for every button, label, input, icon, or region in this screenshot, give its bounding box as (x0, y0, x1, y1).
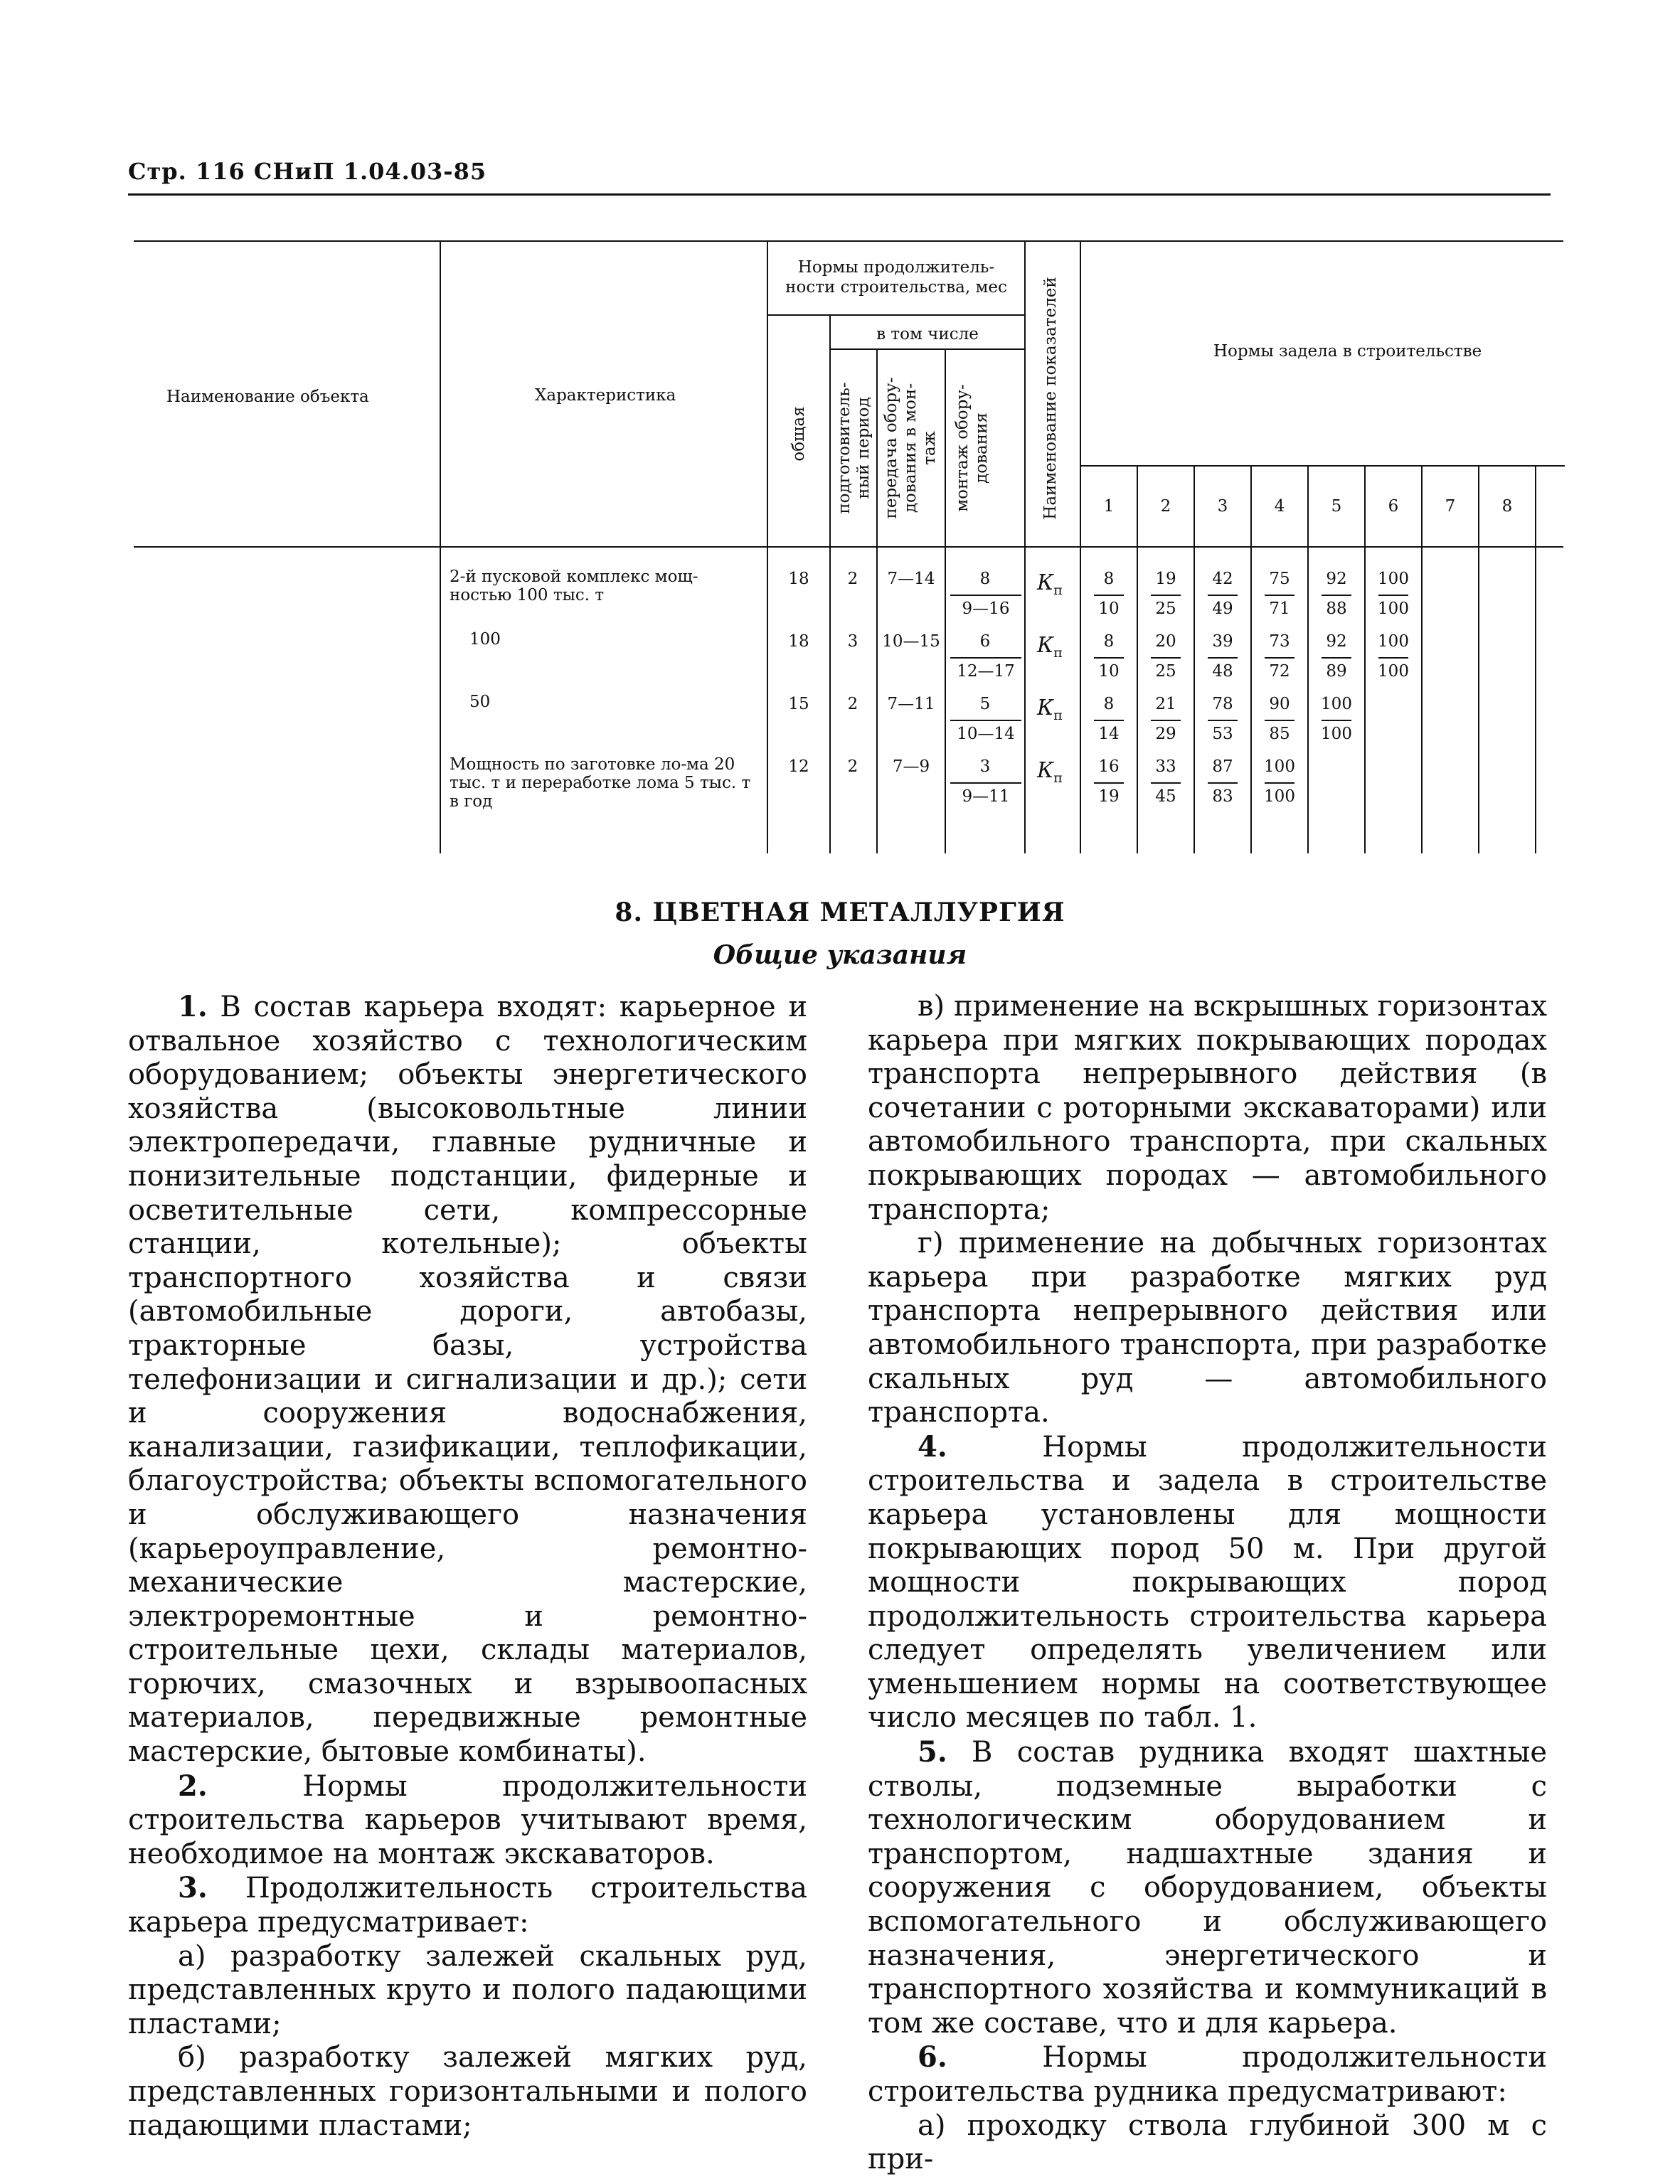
backlog-line (1151, 782, 1181, 784)
backlog-top: 73 (1269, 632, 1290, 651)
backlog-bottom: 85 (1269, 725, 1290, 743)
backlog-bottom: 83 (1212, 787, 1233, 806)
indicator-subscript: п (1053, 582, 1063, 598)
paragraph-number: 1. (178, 990, 208, 1023)
backlog-line (1151, 720, 1181, 721)
backlog-top: 75 (1269, 570, 1290, 588)
paragraph-text: Нормы продолжительности строительства и задела в строительстве карьера установлены для мощности покрывающих пород 50 м. При другой мощности покрывающих пород продолжительность строительства карьера следует определять увеличением или уменьшением нормы на соответствующее число месяцев по табл. 1. (868, 1430, 1547, 1735)
col-norms-line: Нормы продолжитель- (797, 258, 995, 277)
backlog-col-number: 3 (1217, 497, 1228, 516)
vrule (945, 348, 946, 853)
backlog-line (1094, 720, 1124, 721)
col-prep-line: ный период (854, 397, 873, 499)
col-indicator-header: Наименование показателей (1041, 277, 1060, 520)
col-prep-header (835, 356, 873, 540)
paragraph (868, 2040, 1547, 2109)
backlog-top: 100 (1321, 695, 1352, 713)
backlog-top: 19 (1155, 570, 1176, 588)
backlog-top: 39 (1212, 632, 1233, 651)
row-handover: 7—14 (887, 570, 935, 588)
backlog-top: 20 (1155, 632, 1176, 651)
backlog-line (1151, 657, 1181, 659)
row-mount-bottom: 12—17 (957, 662, 1015, 681)
paragraph-text: г) применение на добычных горизонтах карьера при разработке мягких руд транспорта непрерывного действия или автомобильного транспорта, при разработке скальных руд — автомобильного транспорта. (868, 1227, 1547, 1429)
row-mount-line (950, 657, 1021, 659)
paragraph-number: 5. (918, 1735, 947, 1769)
paragraph-text: в) применение на вскрышных горизонтах карьера при мягких покрывающих породах транспорта непрерывного действия (в сочетании с роторными экскаваторами) или автомобильного транспорта, при скальных покрывающих породах — автомобильного транспорта; (868, 990, 1547, 1226)
backlog-line (1322, 595, 1351, 596)
col-mount-line: монтаж обору- (953, 384, 972, 512)
row-mount-line (950, 595, 1021, 596)
row-mount-top: 3 (979, 757, 991, 776)
col-backlog-header: Нормы задела в строительстве (1213, 342, 1482, 361)
vrule (1535, 467, 1536, 853)
vrule (1024, 240, 1026, 853)
paragraph-text: б) разработку залежей мягких руд, представленных горизонтальными и полого падающими пластами; (128, 2041, 807, 2142)
backlog-top: 92 (1326, 570, 1347, 588)
paragraph-number: 4. (918, 1429, 947, 1464)
row-handover: 10—15 (882, 632, 940, 651)
indicator-subscript: п (1053, 708, 1063, 723)
backlog-bottom: 45 (1155, 787, 1176, 806)
backlog-line (1265, 595, 1294, 596)
backlog-bottom: 49 (1212, 600, 1233, 618)
paragraph-text: Продолжительность строительства карьера предусматривает: (128, 1872, 807, 1939)
backlog-bottom: 100 (1378, 662, 1409, 681)
col-handover-line: дования в мон- (901, 383, 920, 513)
backlog-top: 78 (1212, 695, 1233, 713)
backlog-bottom: 72 (1269, 662, 1290, 681)
rule-under-norms (768, 314, 1024, 316)
backlog-bottom: 100 (1264, 787, 1295, 806)
backlog-line (1094, 657, 1124, 659)
row-mount-line (950, 782, 1021, 784)
row-mount-top: 6 (979, 632, 991, 651)
backlog-bottom: 71 (1269, 600, 1290, 618)
vrule (1193, 467, 1195, 853)
backlog-col-number: 4 (1274, 497, 1285, 516)
row-characteristic: Мощность по заготовке ло-ма 20 тыс. т и переработке лома 5 тыс. т в год (450, 755, 751, 811)
paragraph-text: В состав рудника входят шахтные стволы, подземные выработки с технологическим оборудованием и транспортом, надшахтные здания и сооружения с оборудованием, объекты вспомогательного и обслуживающего назначения, энергетического и транспортного хозяйства и коммуникаций в том же составе, что и для карьера. (868, 1736, 1547, 2040)
backlog-line (1208, 595, 1238, 596)
vrule (1421, 467, 1423, 853)
vrule (1080, 240, 1081, 853)
backlog-bottom: 88 (1326, 600, 1347, 618)
row-characteristic: 2-й пусковой комплекс мощ-ностью 100 тыс. т (450, 568, 698, 604)
backlog-top: 33 (1155, 757, 1176, 776)
backlog-top: 100 (1378, 570, 1409, 588)
vrule (876, 348, 878, 853)
backlog-top: 8 (1103, 632, 1115, 651)
paragraph (868, 1430, 1547, 1735)
backlog-line (1322, 720, 1351, 721)
paragraph-number: 2. (178, 1769, 208, 1803)
backlog-line (1265, 720, 1294, 721)
backlog-top: 100 (1378, 632, 1409, 651)
vrule (1478, 467, 1479, 853)
vrule (1250, 467, 1252, 853)
row-mount-line (950, 720, 1021, 721)
row-prep: 2 (847, 695, 858, 713)
table-top-rule (134, 240, 1563, 242)
backlog-top: 16 (1098, 757, 1120, 776)
indicator-subscript: п (1053, 645, 1063, 661)
backlog-bottom: 10 (1098, 600, 1120, 618)
indicator-letter: К (1037, 696, 1054, 720)
row-characteristic: 100 (469, 630, 501, 649)
page-header: Стр. 116 СНиП 1.04.03-85 (128, 158, 487, 185)
paragraph (128, 1871, 807, 1939)
row-total: 12 (788, 757, 809, 776)
paragraph (868, 2109, 1547, 2177)
paragraph (128, 2041, 807, 2143)
backlog-top: 90 (1269, 695, 1290, 713)
indicator-subscript: п (1053, 770, 1063, 786)
backlog-top: 92 (1326, 632, 1347, 651)
indicator-letter: К (1037, 633, 1054, 658)
rule-under-incl (831, 348, 1024, 350)
row-total: 18 (788, 632, 809, 651)
backlog-bottom: 10 (1098, 662, 1120, 681)
col-incl-header: в том числе (876, 325, 979, 343)
paragraph-number: 6. (918, 2040, 947, 2074)
row-prep: 2 (847, 570, 858, 588)
backlog-top: 87 (1212, 757, 1233, 776)
row-indicator (1037, 697, 1063, 727)
backlog-line (1378, 595, 1408, 596)
backlog-bottom: 29 (1155, 725, 1176, 743)
backlog-bottom: 53 (1212, 725, 1233, 743)
row-prep: 3 (847, 632, 858, 651)
col-norms-header (768, 257, 1024, 297)
backlog-line (1094, 595, 1124, 596)
col-handover-header (882, 356, 940, 540)
rule-under-backlog (1081, 465, 1565, 467)
paragraph (128, 1769, 807, 1872)
backlog-line (1094, 782, 1124, 784)
row-mount-bottom: 9—11 (962, 787, 1010, 806)
backlog-bottom: 25 (1155, 662, 1176, 681)
left-column (128, 990, 807, 2143)
backlog-top: 100 (1264, 757, 1295, 776)
backlog-bottom: 25 (1155, 600, 1176, 618)
row-total: 15 (788, 695, 809, 713)
vrule (440, 240, 441, 853)
col-handover-line: таж (920, 431, 939, 465)
paragraph (868, 990, 1547, 1227)
backlog-bottom: 19 (1098, 787, 1120, 806)
backlog-line (1265, 657, 1294, 659)
paragraph (128, 1940, 807, 2042)
row-handover: 7—11 (887, 695, 935, 713)
col-norms-line: ности строительства, мес (785, 278, 1007, 297)
backlog-line (1322, 657, 1351, 659)
section-subtitle: Общие указания (713, 940, 967, 970)
section-title: 8. ЦВЕТНАЯ МЕТАЛЛУРГИЯ (615, 897, 1065, 927)
row-handover: 7—9 (892, 757, 930, 776)
backlog-col-number: 1 (1103, 497, 1115, 516)
vrule (1307, 467, 1309, 853)
backlog-top: 8 (1103, 695, 1115, 713)
indicator-letter: К (1037, 570, 1054, 595)
paragraph-text: а) разработку залежей скальных руд, представленных круто и полого падающими пластами; (128, 1939, 807, 2040)
col-object-header: Наименование объекта (166, 388, 369, 406)
backlog-col-number: 8 (1501, 497, 1513, 516)
backlog-line (1208, 782, 1238, 784)
row-mount-bottom: 10—14 (957, 725, 1015, 743)
col-prep-line: подготовитель- (835, 382, 854, 514)
vrule (1364, 467, 1366, 853)
backlog-bottom: 14 (1098, 725, 1120, 743)
paragraph-text: Нормы продолжительности строительства карьеров учитывают время, необходимое на монтаж экскаваторов. (128, 1769, 807, 1870)
header-bottom-rule (134, 546, 1563, 548)
paragraph-text: а) проходку ствола глубиной 300 м с при- (868, 2109, 1547, 2176)
indicator-letter: К (1037, 758, 1054, 783)
backlog-col-number: 2 (1160, 497, 1171, 516)
row-prep: 2 (847, 757, 858, 776)
backlog-top: 42 (1212, 570, 1233, 588)
row-indicator (1037, 634, 1063, 664)
backlog-bottom: 100 (1321, 725, 1352, 743)
row-indicator (1037, 760, 1063, 789)
row-indicator (1037, 572, 1063, 602)
backlog-top: 21 (1155, 695, 1176, 713)
backlog-top: 8 (1103, 570, 1115, 588)
row-mount-top: 5 (979, 695, 991, 713)
row-mount-top: 8 (979, 570, 991, 588)
col-total-header: общая (790, 406, 808, 462)
backlog-bottom: 48 (1212, 662, 1233, 681)
row-total: 18 (788, 570, 809, 588)
paragraph (868, 1227, 1547, 1430)
vrule (1137, 467, 1138, 853)
backlog-line (1265, 782, 1294, 784)
paragraph (868, 1735, 1547, 2040)
col-mount-line: дования (972, 412, 991, 484)
right-column (868, 990, 1547, 2177)
row-mount-bottom: 9—16 (962, 600, 1010, 618)
vrule (767, 240, 768, 853)
paragraph-text: Нормы продолжительности строительства рудника предусматривают: (868, 2041, 1547, 2108)
row-characteristic: 50 (469, 693, 491, 711)
backlog-bottom: 100 (1378, 600, 1409, 618)
backlog-line (1151, 595, 1181, 596)
paragraph-text: В состав карьера входят: карьерное и отвальное хозяйство с технологическим оборудованием; объекты энергетического хозяйства (высоковольтные линии электропередачи, главные рудничные и понизительные подстанции, фидерные и осветительные сети, компрессорные станции, котельные); объекты транспортного хозяйства и связи (автомобильные дороги, автобазы, тракторные базы, устройства телефонизации и сигнализации и др.); сети и сооружения водоснабжения, канализации, газификации, теплофикации, благоустройства; объекты вспомогательного и обслуживающего назначения (карьероуправление, ремонтно-механические мастерские, электроремонтные и ремонтно-строительные цехи, склады материалов, горючих, смазочных и взрывоопасных материалов, передвижные ремонтные мастерские, бытовые комбинаты). (128, 991, 807, 1769)
paragraph (128, 990, 807, 1769)
col-handover-line: передача обору- (882, 377, 900, 519)
norms-table (0, 0, 1680, 875)
backlog-bottom: 89 (1326, 662, 1347, 681)
backlog-line (1378, 657, 1408, 659)
col-mount-header (953, 356, 991, 540)
col-char-header: Характеристика (535, 386, 676, 405)
backlog-line (1208, 720, 1238, 721)
backlog-col-number: 7 (1445, 497, 1456, 516)
backlog-line (1208, 657, 1238, 659)
paragraph-number: 3. (178, 1871, 208, 1905)
backlog-col-number: 6 (1388, 497, 1399, 516)
backlog-col-number: 5 (1331, 497, 1342, 516)
